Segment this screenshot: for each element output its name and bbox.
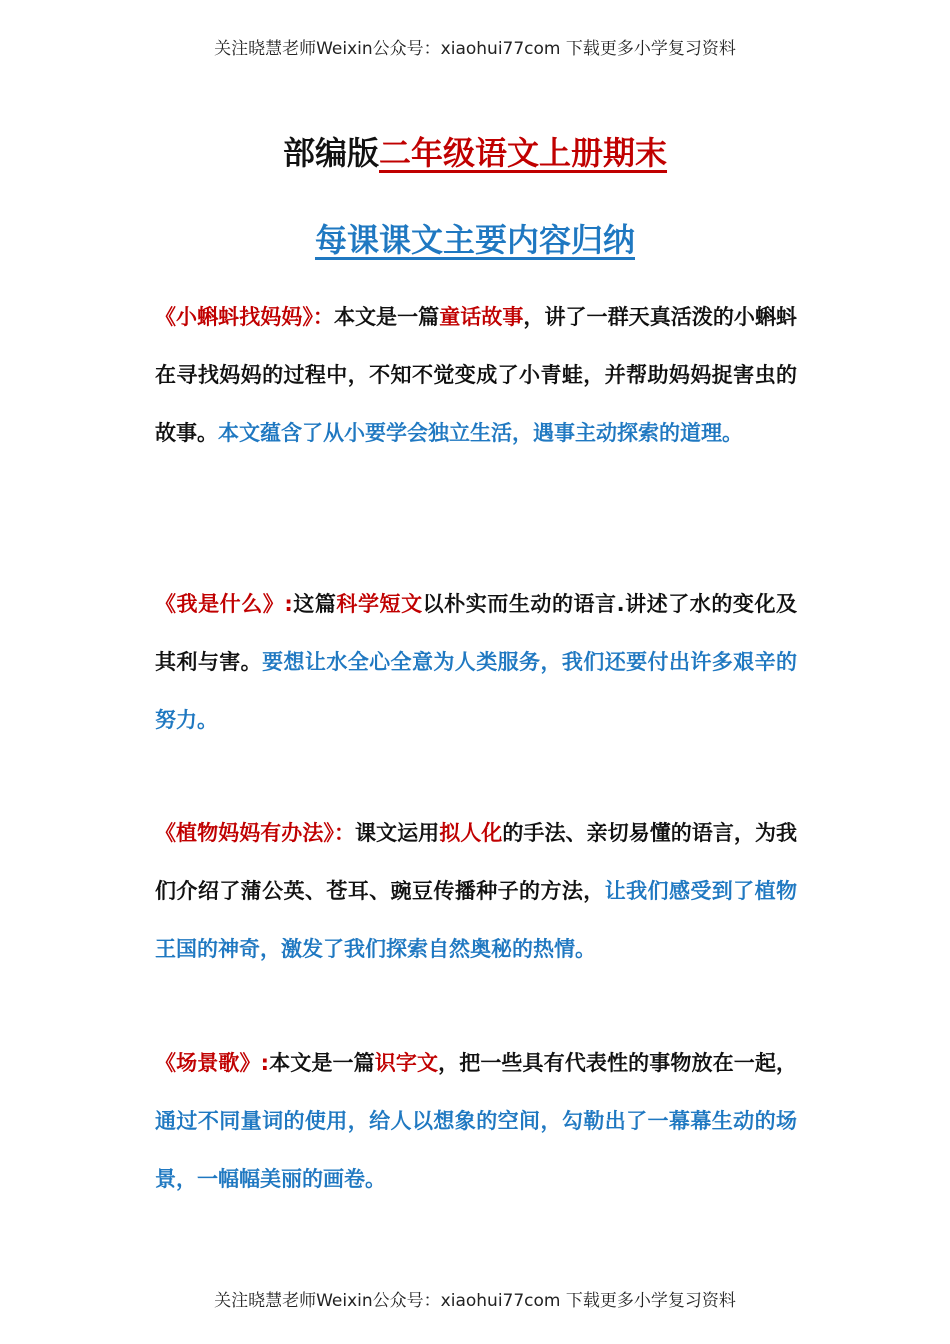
genre-keyword: 识字文 [374, 1051, 439, 1075]
lesson-paragraph [155, 804, 797, 978]
lesson-text: 课文运用 [355, 821, 440, 845]
page-subtitle: 每课课文主要内容归纳 [314, 221, 635, 259]
lesson-text: 这篇 [292, 592, 337, 616]
lesson-text: ，把一些具有代表性的事物放在一起， [438, 1051, 797, 1075]
lesson-moral: 通过不同量词的使用，给人以想象的空间，勾勒出了一幕幕生动的场景，一幅幅美丽的画卷。 [155, 1109, 797, 1191]
lesson-title: 《植物妈妈有办法》： [155, 821, 355, 845]
page-header: 关注晓慧老师Weixin公众号：xiaohui77com 下载更多小学复习资料 [214, 39, 736, 59]
genre-keyword: 拟人化 [439, 821, 503, 845]
lesson-paragraph [155, 1034, 797, 1208]
lesson-moral: 要想让水全心全意为人类服务，我们还要付出许多艰辛的努力。 [155, 650, 798, 732]
page-footer: 关注晓慧老师Weixin公众号：xiaohui77com 下载更多小学复习资料 [214, 1291, 736, 1311]
lesson-title: 《我是什么》: [155, 592, 293, 616]
title-highlight: 二年级语文上册期末 [379, 134, 668, 172]
lesson-text: 以朴实而生动的语言.讲述了水的变化及其利与害。 [155, 592, 798, 674]
lesson-moral: 让我们感受到了植物王国的神奇，激发了我们探索自然奥秘的热情。 [155, 879, 798, 961]
page-title [0, 128, 950, 174]
lesson-paragraph [155, 575, 797, 749]
lesson-text: 本文是一篇 [333, 305, 440, 329]
genre-keyword: 科学短文 [336, 592, 423, 616]
lesson-moral: 本文蕴含了从小要学会独立生活，遇事主动探索的道理。 [218, 421, 743, 445]
lesson-text: 的手法、亲切易懂的语言，为我们介绍了蒲公英、苍耳、豌豆传播种子的方法， [155, 821, 798, 903]
lesson-title: 《场景歌》: [155, 1051, 269, 1075]
lesson-title: 《小蝌蚪找妈妈》： [155, 305, 334, 329]
lesson-text: ，讲了一群天真活泼的小蝌蚪在寻找妈妈的过程中，不知不觉变成了小青蛙，并帮助妈妈捉害虫的故事。 [155, 305, 798, 445]
lesson-text: 本文是一篇 [269, 1051, 375, 1075]
genre-keyword: 童话故事 [439, 305, 524, 329]
lesson-paragraph [155, 288, 797, 462]
title-prefix: 部编版 [282, 134, 379, 172]
